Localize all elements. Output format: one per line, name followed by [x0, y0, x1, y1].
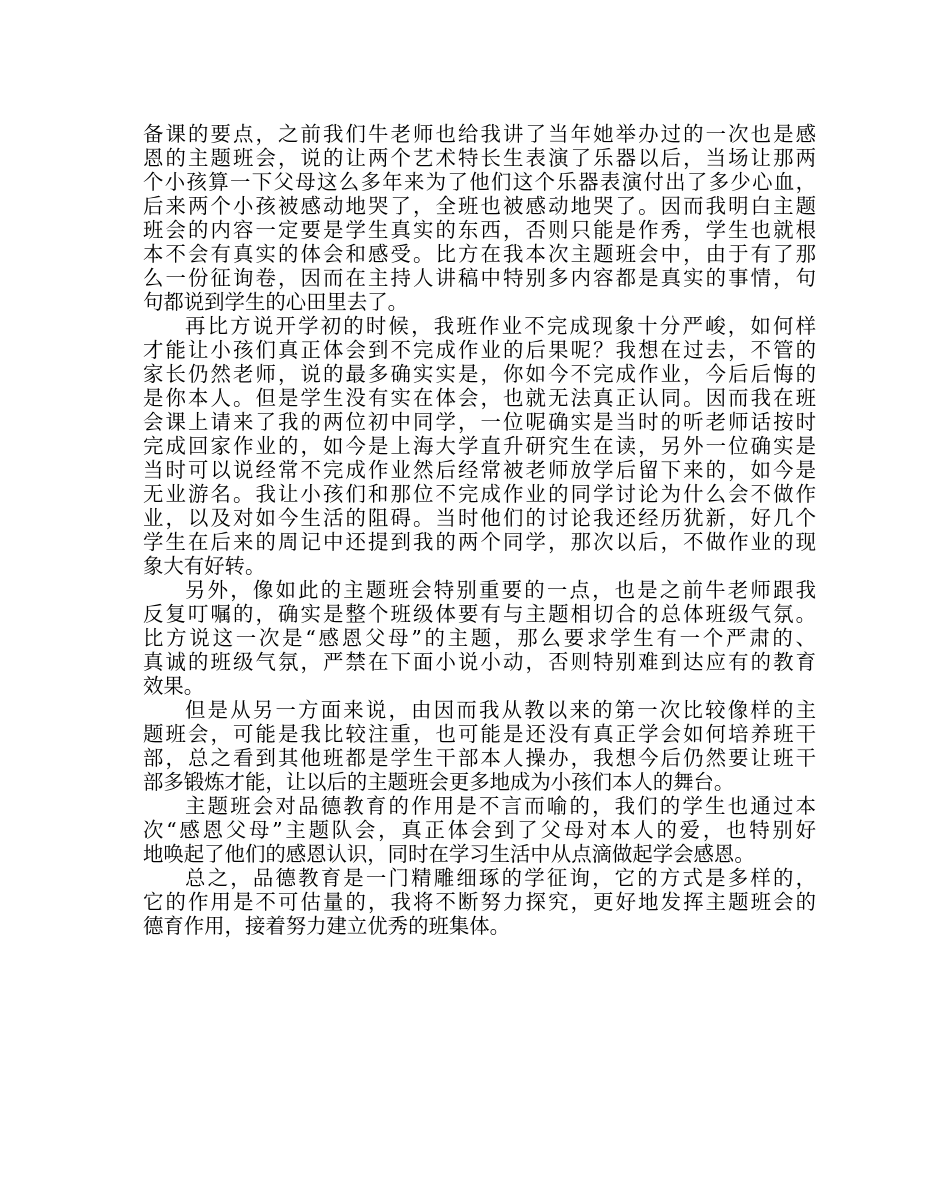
- paragraph-first-line: 另外，像如此的主题班会特别重要的一点，也是之前牛老师跟我: [185, 578, 816, 602]
- text-line: 反复叮嘱的，确实是整个班级体要有与主题相切合的总体班级气氛。: [143, 602, 816, 626]
- text-line: 家长仍然老师，说的最多确实实是，你如今不完成作业，今后后悔的: [143, 362, 816, 386]
- text-line: 后来两个小孩被感动地哭了，全班也被感动地哭了。因而我明白主题: [143, 194, 816, 218]
- document-body: [143, 122, 816, 938]
- text-line: 是你本人。但是学生没有实在体会，也就无法真正认同。因而我在班: [143, 386, 816, 410]
- text-line: 部多锻炼才能，让以后的主题班会更多地成为小孩们本人的舞台。: [143, 770, 735, 794]
- paragraph-first-line: 但是从另一方面来说，由因而我从教以来的第一次比较像样的主: [185, 698, 816, 722]
- text-line: 象大有好转。: [143, 554, 266, 578]
- text-line: 地唤起了他们的感恩认识，同时在学习生活中从点滴做起学会感恩。: [143, 842, 755, 866]
- text-line: 句都说到学生的心田里去了。: [143, 290, 409, 314]
- text-line: 部，总之看到其他班都是学生干部本人操办，我想今后仍然要让班干: [143, 746, 816, 770]
- text-line: 题班会，可能是我比较注重，也可能是还没有真正学会如何培养班干: [143, 722, 816, 746]
- paragraph-first-line: 总之，品德教育是一门精雕细琢的学征询，它的方式是多样的，: [185, 866, 816, 890]
- paragraph-first-line: 主题班会对品德教育的作用是不言而喻的，我们的学生也通过本: [185, 794, 816, 818]
- paragraph-first-line: 再比方说开学初的时候，我班作业不完成现象十分严峻，如何样: [185, 314, 816, 338]
- text-line: 恩的主题班会，说的让两个艺术特长生表演了乐器以后，当场让那两: [143, 146, 816, 170]
- text-line: 才能让小孩们真正体会到不完成作业的后果呢？我想在过去，不管的: [143, 338, 816, 362]
- text-line: 班会的内容一定要是学生真实的东西，否则只能是作秀，学生也就根: [143, 218, 816, 242]
- text-line: 么一份征询卷，因而在主持人讲稿中特别多内容都是真实的事情，句: [143, 266, 816, 290]
- text-line: 效果。: [143, 674, 205, 698]
- text-line: 它的作用是不可估量的，我将不断努力探究，更好地发挥主题班会的: [143, 890, 816, 914]
- text-line: 本不会有真实的体会和感受。比方在我本次主题班会中，由于有了那: [143, 242, 816, 266]
- text-line: 当时可以说经常不完成作业然后经常被老师放学后留下来的，如今是: [143, 458, 816, 482]
- text-line: 学生在后来的周记中还提到我的两个同学，那次以后，不做作业的现: [143, 530, 816, 554]
- text-line: 真诚的班级气氛，严禁在下面小说小动，否则特别难到达应有的教育: [143, 650, 816, 674]
- text-line: 会课上请来了我的两位初中同学，一位呢确实是当时的听老师话按时: [143, 410, 816, 434]
- text-line: 比方说这一次是“感恩父母”的主题，那么要求学生有一个严肃的、: [143, 626, 816, 650]
- text-line: 个小孩算一下父母这么多年来为了他们这个乐器表演付出了多少心血，: [143, 170, 816, 194]
- text-line: 次“感恩父母”主题队会，真正体会到了父母对本人的爱，也特别好: [143, 818, 816, 842]
- text-line: 德育作用，接着努力建立优秀的班集体。: [143, 914, 511, 938]
- text-line: 无业游名。我让小孩们和那位不完成作业的同学讨论为什么会不做作: [143, 482, 816, 506]
- text-line: 完成回家作业的，如今是上海大学直升研究生在读，另外一位确实是: [143, 434, 816, 458]
- text-line: 备课的要点，之前我们牛老师也给我讲了当年她举办过的一次也是感: [143, 122, 816, 146]
- text-line: 业，以及对如今生活的阻碍。当时他们的讨论我还经历犹新，好几个: [143, 506, 816, 530]
